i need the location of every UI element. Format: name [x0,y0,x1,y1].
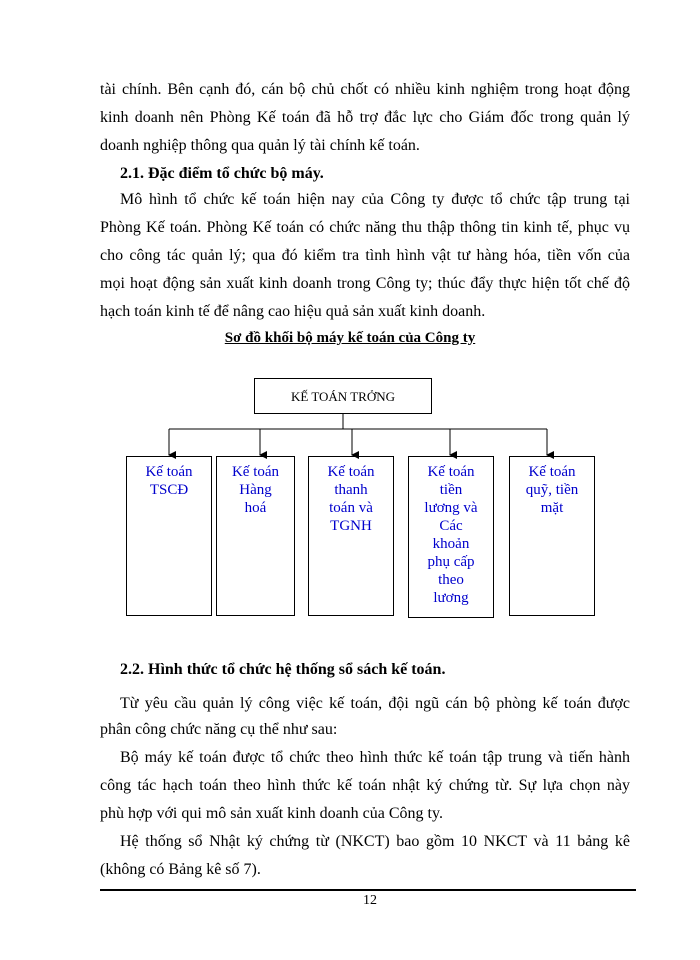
box-line: tiền [439,482,463,498]
paragraph-line: phù hợp với qui mô sản xuất kinh doanh của Công ty. [100,805,443,822]
paragraph-line: cho công tác quản lý; qua đó kiểm tra tình hình vật tư hàng hóa, tiền vốn của [100,247,630,264]
paragraph-line: tài chính. Bên cạnh đó, cán bộ chủ chốt có nhiều kinh nghiệm trong hoạt động [100,81,630,98]
box-line: phụ cấp [427,554,475,570]
box-line: thanh [334,482,368,498]
box-line: lương [433,590,469,606]
paragraph-line: Mô hình tổ chức kế toán hiện nay của Công ty được tổ chức tập trung tại [120,191,630,208]
box-line: Kế toán [528,464,576,480]
box-line: TGNH [330,518,372,534]
paragraph-line: hạch toán kinh tế để nâng cao hiệu quả sản xuất kinh doanh. [100,303,486,320]
box-line: Các [439,518,463,534]
paragraph-line: kinh doanh nên Phòng Kế toán đã hỗ trợ đắc lực cho Giám đốc trong quản lý [100,109,630,126]
section-heading: 2.2. Hình thức tổ chức hệ thống sổ sách kế toán. [120,661,446,678]
box-line: Kế toán [427,464,475,480]
footer-rule [100,889,636,891]
section-heading: 2.1. Đặc điểm tổ chức bộ máy. [120,165,324,182]
box-line: mặt [540,500,564,516]
box-line: Kế toán [145,464,193,480]
salary-accountant-box [408,456,494,618]
page-number: 12 [363,893,377,908]
fixed-asset-accountant-box [126,456,212,616]
box-line: theo [438,572,464,588]
paragraph-line: doanh nghiệp thông qua quản lý tài chính kế toán. [100,137,420,154]
paragraph-line: (không có Bảng kê số 7). [100,861,261,878]
paragraph-line: phân công chức năng cụ thể như sau: [100,721,338,738]
box-line: Kế toán [231,464,280,480]
box-line: quỹ, tiền [525,482,579,498]
paragraph-line: Bộ máy kế toán được tổ chức theo hình thức kế toán tập trung và tiến hành [120,749,630,766]
box-line: Kế toán [327,464,375,480]
paragraph-line: công tác hạch toán theo hình thức kế toán nhật ký chứng từ. Sự lựa chọn này [100,777,630,794]
goods-accountant-box [216,456,295,616]
cash-fund-accountant-box [509,456,595,616]
box-line: khoản [432,536,470,552]
paragraph-line: Phòng Kế toán. Phòng Kế toán có chức năng thu thập thông tin kinh tế, phục vụ [100,219,630,236]
chief-accountant-box: KẾ TOÁN TRỞNG [254,378,432,414]
paragraph-line: Hệ thống sổ Nhật ký chứng từ (NKCT) bao gồm 10 NKCT và 11 bảng kê [120,833,630,850]
box-line: Hàng [239,482,272,498]
payment-accountant-box [308,456,394,616]
box-line: lương và [424,500,478,516]
chart-title: Sơ đồ khối bộ máy kế toán của Công ty [224,330,476,346]
paragraph-line: mọi hoạt động sản xuất kinh doanh trong Công ty; thúc đẩy thực hiện tốt chế độ [100,275,630,292]
box-line: toán và [329,500,373,516]
paragraph-line: Từ yêu cầu quản lý công việc kế toán, đội ngũ cán bộ phòng kế toán được [120,695,630,712]
box-line: TSCĐ [149,482,189,498]
box-line: hoá [244,500,267,516]
